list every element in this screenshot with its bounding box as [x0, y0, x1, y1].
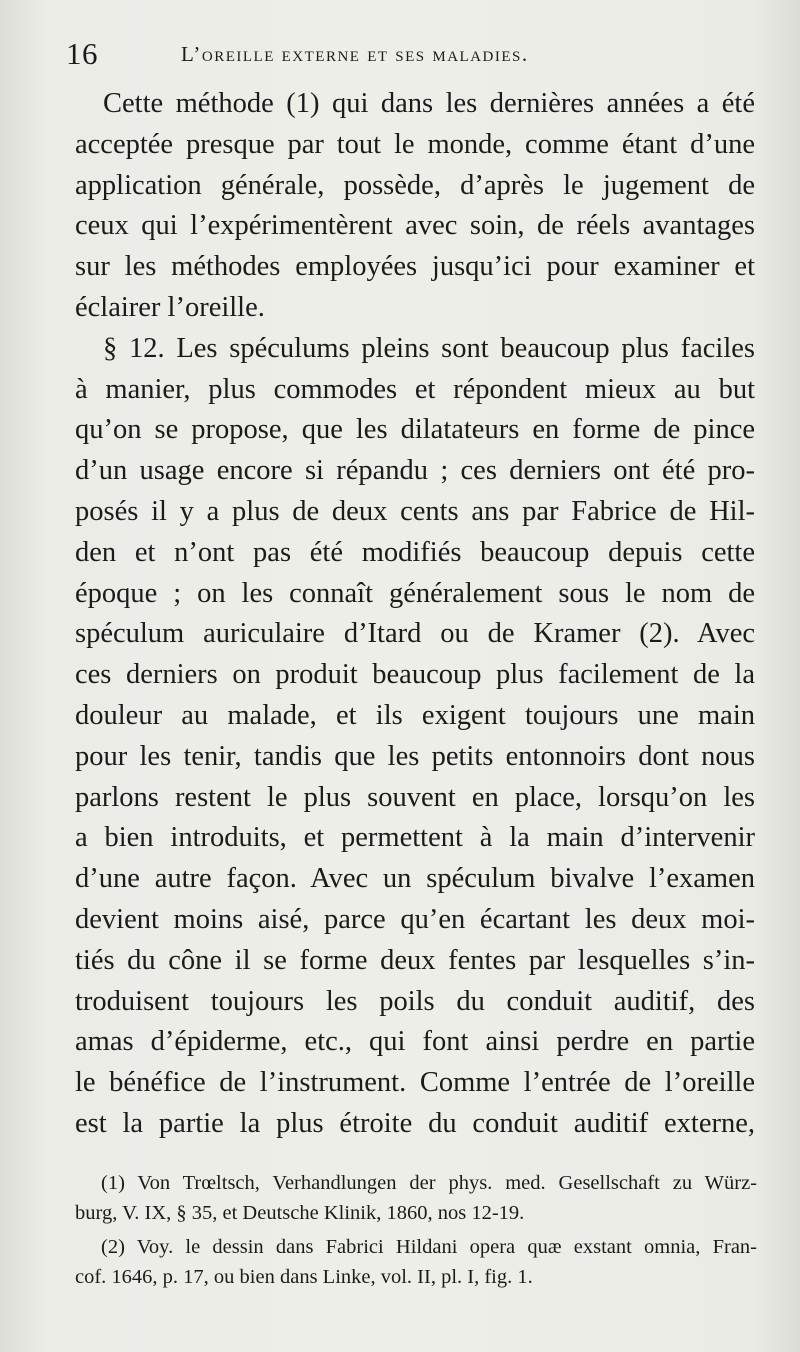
text-line: acceptée presque par tout le monde, comme étant d’une [75, 128, 755, 160]
text-line: pour les tenir, tandis que les petits entonnoirs dont nous [75, 740, 755, 772]
footnote-line: cof. 1646, p. 17, ou bien dans Linke, vol. II, pl. I, fig. 1. [75, 1266, 533, 1288]
text-line: Cette méthode (1) qui dans les dernières années a été [103, 88, 755, 119]
text-line: § 12. Les spéculums pleins sont beaucoup plus faciles [103, 332, 755, 364]
body-text [75, 84, 755, 1145]
footnote-line: burg, V. IX, § 35, et Deutsche Klinik, 1860, nos 12-19. [75, 1202, 525, 1224]
text-line: ces derniers on produit beaucoup plus facilement de la [75, 659, 755, 691]
text-line: ceux qui l’expérimentèrent avec soin, de réels avantages [75, 210, 755, 242]
text-line: tiés du cône il se forme deux fentes par lesquelles s’in- [75, 944, 755, 976]
text-line: posés il y a plus de deux cents ans par Fabrice de Hil- [75, 495, 755, 527]
running-title: L’oreille externe et ses maladies. [181, 42, 529, 66]
running-head [66, 36, 756, 76]
text-line: sur les méthodes employées jusqu’ici pour examiner et [75, 251, 755, 283]
text-line: amas d’épiderme, etc., qui font ainsi perdre en partie [75, 1026, 755, 1058]
text-line: a bien introduits, et permettent à la main d’intervenir [75, 822, 755, 854]
text-line: application générale, possède, d’après le jugement de [75, 169, 755, 201]
text-line: le bénéfice de l’instrument. Comme l’entrée de l’oreille [75, 1067, 755, 1099]
text-line: d’une autre façon. Avec un spéculum bivalve l’examen [75, 863, 755, 895]
text-line: est la partie la plus étroite du conduit auditif externe, [75, 1107, 755, 1139]
text-line: parlons restent le plus souvent en place, lorsqu’on les [75, 781, 755, 813]
text-line: den et n’ont pas été modifiés beaucoup depuis cette [75, 536, 755, 568]
text-line: qu’on se propose, que les dilatateurs en forme de pince [75, 414, 755, 446]
text-line: douleur au malade, et ils exigent toujours une main [75, 699, 755, 731]
text-line: à manier, plus commodes et répondent mieux au but [75, 373, 755, 405]
footnotes [75, 1168, 757, 1292]
text-line: d’un usage encore si répandu ; ces derniers ont été pro- [75, 455, 755, 487]
footnote-line: (2) Voy. le dessin dans Fabrici Hildani opera quæ exstant omnia, Fran- [101, 1236, 757, 1258]
text-line: éclairer l’oreille. [75, 291, 265, 323]
text-line: spéculum auriculaire d’Itard ou de Kramer (2). Avec [75, 618, 755, 650]
text-line: époque ; on les connaît généralement sous le nom de [75, 577, 755, 609]
text-line: devient moins aisé, parce qu’en écartant les deux moi- [75, 903, 755, 935]
page-number: 16 [66, 36, 98, 71]
text-line: troduisent toujours les poils du conduit auditif, des [75, 985, 755, 1017]
footnote-line: (1) Von Trœltsch, Verhandlungen der phys. med. Gesellschaft zu Würz- [101, 1172, 757, 1194]
